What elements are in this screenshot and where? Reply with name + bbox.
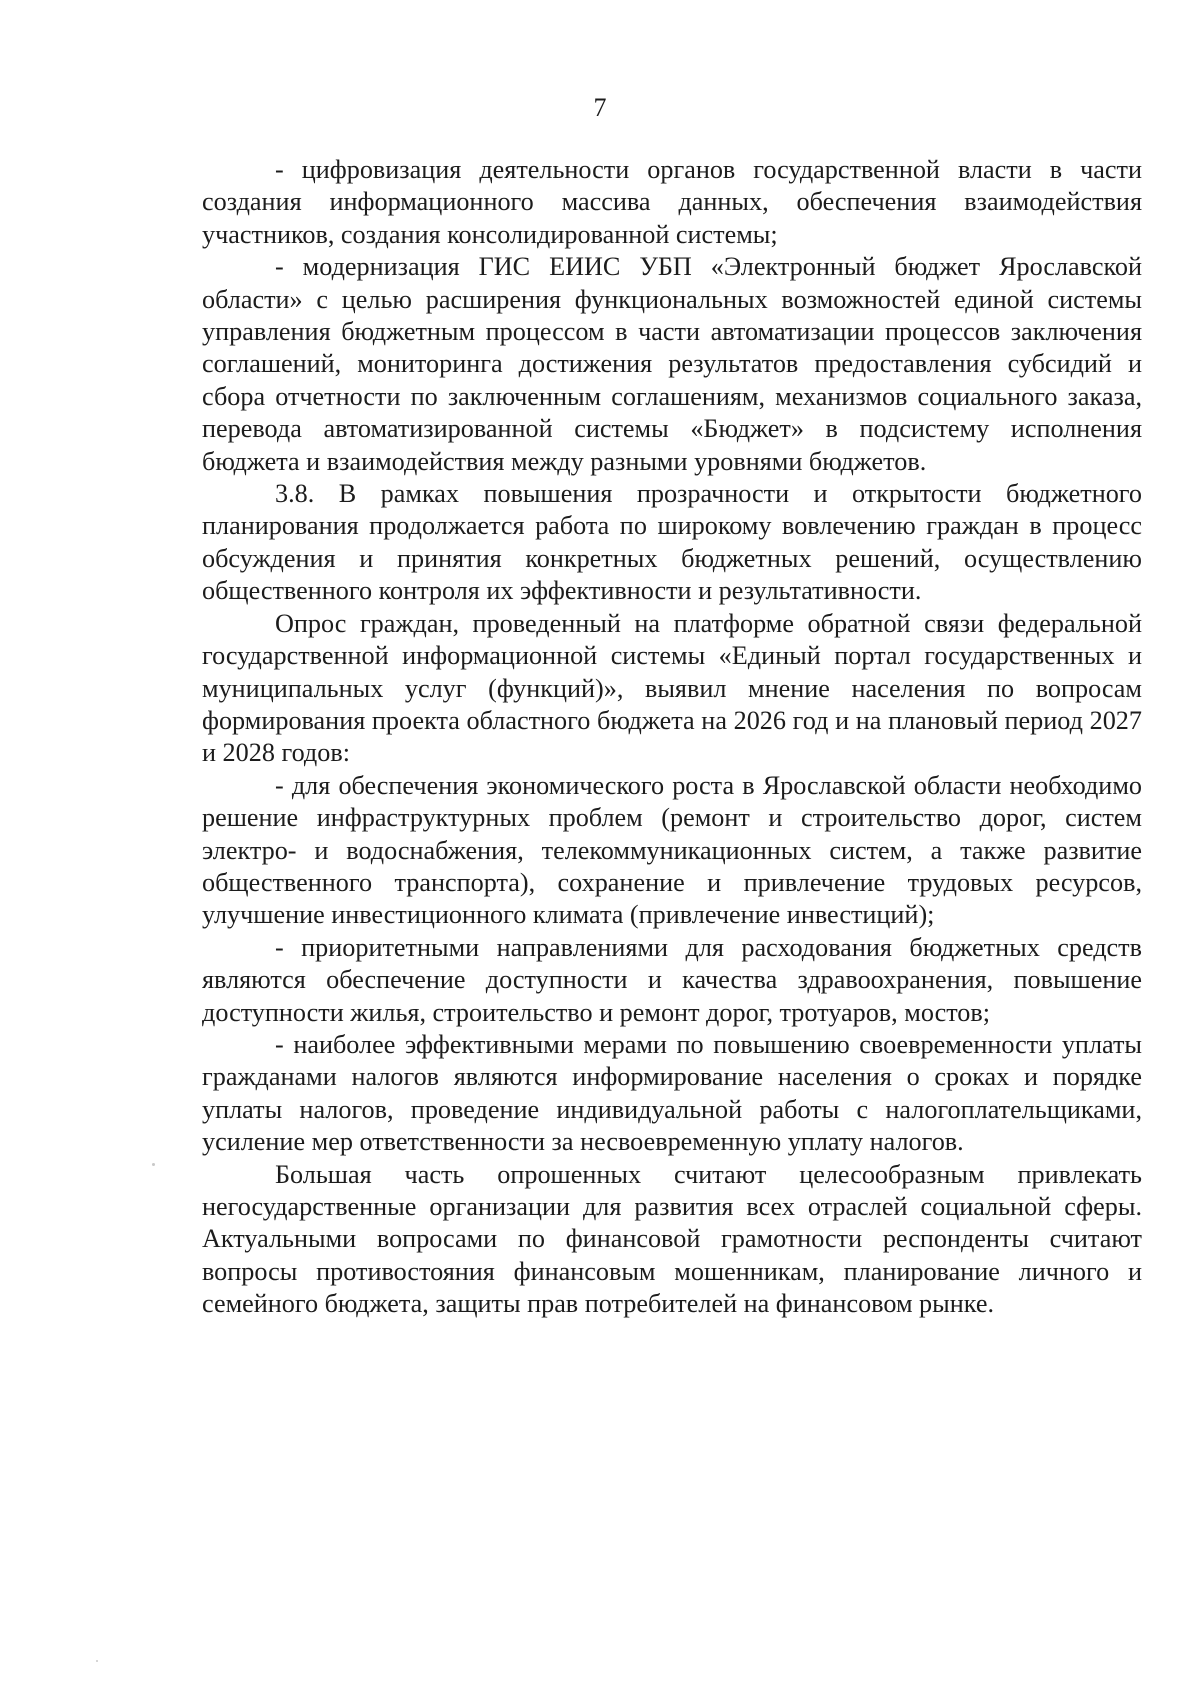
paragraph-survey-conclusion: Большая часть опрошенных считают целесообразным привлекать негосударственные организации для развития всех отраслей социальной сферы. Актуальными вопросами по финансовой грамотности респонденты считают вопросы противостояния финансовым мошенникам, планирование личного и семейного бюджета, защиты прав потребителей на финансовом рынке. (202, 1159, 1142, 1319)
paragraph-spending-priorities: - приоритетными направлениями для расходования бюджетных средств являются обеспечение доступности и качества здравоохранения, повышение доступности жилья, строительство и ремонт дорог, тротуаров, мостов; (202, 932, 1142, 1027)
paragraph-citizen-survey: Опрос граждан, проведенный на платформе обратной связи федеральной государственной информационной системы «Единый портал государственных и муниципальных услуг (функций)», выявил мнение населения по вопросам формирования проекта областного бюджета на 2026 год и на плановый период 2027 и 2028 годов: (202, 608, 1142, 768)
page-number: 7 (593, 93, 607, 122)
document-body (202, 154, 1142, 1321)
paragraph-tax-measures: - наиболее эффективными мерами по повышению своевременности уплаты гражданами налогов являются информирование населения о сроках и порядке уплаты налогов, проведение индивидуальной работы с налогоплательщиками, усиление мер ответственности за несвоевременную уплату налогов. (202, 1029, 1142, 1157)
paragraph-section-3-8: 3.8. В рамках повышения прозрачности и открытости бюджетного планирования продолжается работа по широкому вовлечению граждан в процесс обсуждения и принятия конкретных бюджетных решений, осуществлению общественного контроля их эффективности и результативности. (202, 479, 1142, 606)
paragraph-gis-modernization: - модернизация ГИС ЕИИС УБП «Электронный бюджет Ярославской области» с целью расширения функциональных возможностей единой системы управления бюджетным процессом в части автоматизации процессов заключения соглашений, мониторинга достижения результатов предоставления субсидий и сбора отчетности по заключенным соглашениям, механизмов социального заказа, перевода автоматизированной системы «Бюджет» в подсистему исполнения бюджета и взаимодействия между разными уровнями бюджетов. (202, 252, 1142, 476)
scan-speck (96, 1660, 98, 1662)
scan-speck (152, 1163, 155, 1166)
paragraph-digitalization: - цифровизация деятельности органов государственной власти в части создания информационного массива данных, обеспечения взаимодействия участников, создания консолидированной системы; (202, 155, 1142, 249)
paragraph-economic-growth: - для обеспечения экономического роста в Ярославской области необходимо решение инфраструктурных проблем (ремонт и строительство дорог, систем электро- и водоснабжения, телекоммуникационных систем, а также развитие общественного транспорта), сохранение и привлечение трудовых ресурсов, улучшение инвестиционного климата (привлечение инвестиций); (202, 770, 1142, 930)
